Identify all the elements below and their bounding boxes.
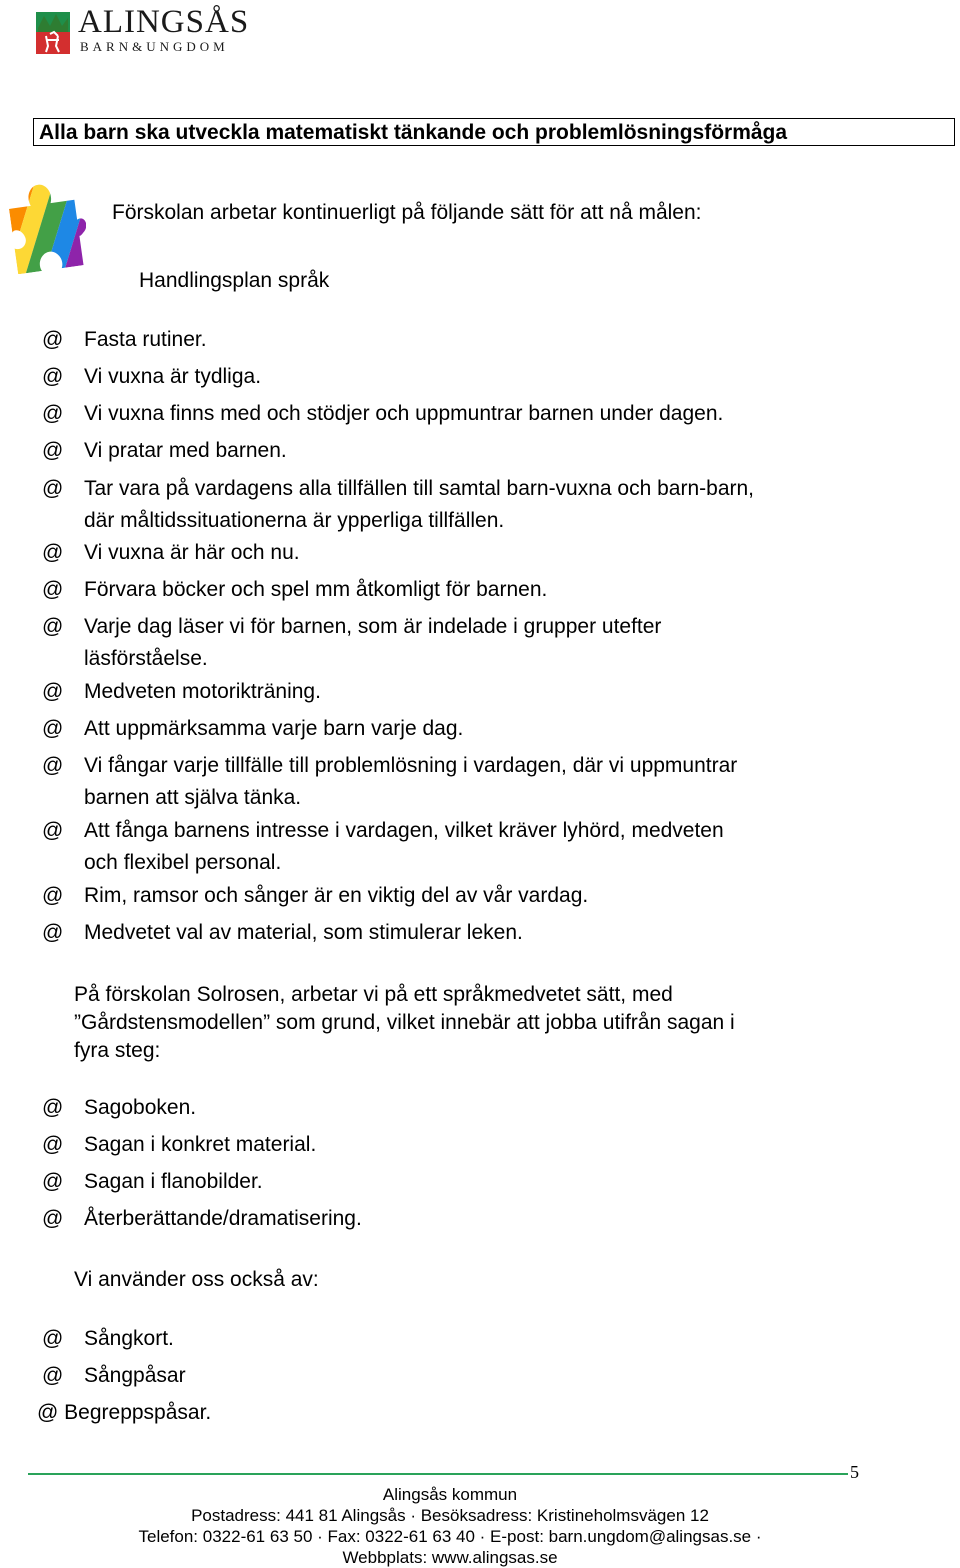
list-item-line: Vi vuxna är här och nu. [84, 541, 300, 564]
list-item-text [84, 1360, 884, 1392]
list-item-line: där måltidssituationerna är ypperliga tillfällen. [84, 509, 505, 532]
bullet-symbol: @ [42, 541, 64, 564]
list-item-text [84, 324, 884, 356]
method-paragraph [74, 981, 874, 1065]
intro-text: Förskolan arbetar kontinuerligt på följande sätt för att nå målen: [112, 201, 702, 224]
bullet-symbol: @ [42, 615, 64, 638]
list-item-line: Sagan i flanobilder. [84, 1170, 263, 1193]
footer-org: Alingsås kommun [382, 1485, 518, 1504]
footer-web: Webbplats: www.alingsas.se [342, 1548, 558, 1567]
list-item-text [84, 611, 884, 675]
bullet-symbol: @ [42, 680, 64, 703]
list-item-text [84, 1323, 884, 1355]
bullet-symbol: @ [42, 328, 64, 351]
bullet-symbol: @ [42, 1096, 64, 1119]
page-title: Alla barn ska utveckla matematiskt tänkande och problemlösningsförmåga [39, 121, 788, 144]
list-item-line: Sagan i konkret material. [84, 1133, 317, 1156]
bullet-symbol: @ [42, 884, 64, 907]
list-item-text [84, 1129, 884, 1161]
list-item-text [84, 713, 884, 745]
bullet-symbol: @ [42, 477, 64, 500]
logo-name: ALINGSÅS [78, 4, 250, 40]
bullet-symbol: @ [42, 1170, 64, 1193]
list-item-line: Att fånga barnens intresse i vardagen, vilket kräver lyhörd, medveten [84, 819, 724, 842]
list-item-text [84, 1092, 884, 1124]
list-item-text [84, 537, 884, 569]
bullet-symbol: @ [42, 921, 64, 944]
list-item-line: Medveten motorikträning. [84, 680, 321, 703]
list-item-line: Förvara böcker och spel mm åtkomligt för barnen. [84, 578, 548, 601]
list-item-line: Rim, ramsor och sånger är en viktig del av vår vardag. [84, 884, 589, 907]
list-item-line: Sångkort. [84, 1327, 174, 1350]
bullet-symbol: @ [42, 1133, 64, 1156]
list-item-line: Att uppmärksamma varje barn varje dag. [84, 717, 464, 740]
list-item-line: Sångpåsar [84, 1364, 186, 1387]
puzzle-piece-icon [6, 182, 86, 274]
list-item-line: Sagoboken. [84, 1096, 197, 1119]
bullet-symbol: @ [42, 439, 64, 462]
list-item-text [84, 398, 884, 430]
list-item-line: läsförståelse. [84, 647, 208, 670]
bullet-symbol: @ [42, 1327, 64, 1350]
list-item-line: Återberättande/dramatisering. [84, 1207, 362, 1230]
list-item-text [84, 750, 884, 814]
bullet-symbol: @ [42, 819, 64, 842]
list-item-text [84, 361, 884, 393]
list-item-line: Fasta rutiner. [84, 328, 207, 351]
also-heading: Vi använder oss också av: [74, 1268, 319, 1291]
page-number: 5 [850, 1462, 859, 1482]
footer-contact: Telefon: 0322-61 63 50 · Fax: 0322-61 63 40 · E-post: barn.ungdom@alingsas.se · [138, 1527, 762, 1546]
list-item-text [84, 1166, 884, 1198]
paragraph-line: fyra steg: [74, 1039, 161, 1062]
footer-address: Postadress: 441 81 Alingsås · Besöksadress: Kristineholmsvägen 12 [191, 1506, 709, 1525]
crest-icon [34, 10, 72, 56]
list-item-line: Tar vara på vardagens alla tillfällen till samtal barn-vuxna och barn-barn, [84, 477, 755, 500]
bullet-symbol: @ [42, 717, 64, 740]
title-box [33, 118, 955, 146]
list-item-line: Varje dag läser vi för barnen, som är indelade i grupper utefter [84, 615, 662, 638]
bullet-symbol: @ [42, 402, 64, 425]
list-item-line: Vi vuxna finns med och stödjer och uppmuntrar barnen under dagen. [84, 402, 724, 425]
paragraph-line: ”Gårdstensmodellen” som grund, vilket innebär att jobba utifrån sagan i [74, 1011, 735, 1034]
list-item-line: Medvetet val av material, som stimulerar leken. [84, 921, 523, 944]
bullet-symbol: @ [42, 1207, 64, 1230]
list-item-text [84, 815, 884, 879]
logo-subtitle: BARN&UNGDOM [80, 39, 229, 54]
list-item: @ Begreppspåsar. [37, 1401, 212, 1424]
bullet-symbol: @ [42, 1364, 64, 1387]
alingsas-logo [34, 6, 274, 56]
list-item-line: barnen att själva tänka. [84, 786, 302, 809]
list-item-line: och flexibel personal. [84, 851, 282, 874]
list-item-text [84, 676, 884, 708]
subheading: Handlingsplan språk [139, 269, 330, 292]
list-item-text [84, 1203, 884, 1235]
paragraph-line: På förskolan Solrosen, arbetar vi på ett språkmedvetet sätt, med [74, 983, 673, 1006]
list-item-line: Vi pratar med barnen. [84, 439, 287, 462]
list-item-line: Vi fångar varje tillfälle till problemlösning i vardagen, där vi uppmuntrar [84, 754, 738, 777]
bullet-symbol: @ [42, 365, 64, 388]
list-item-text [84, 473, 884, 537]
list-item-text [84, 917, 884, 949]
footer-divider [28, 1473, 848, 1475]
bullet-symbol: @ [42, 754, 64, 777]
list-item-line: Vi vuxna är tydliga. [84, 365, 262, 388]
list-item-text [84, 880, 884, 912]
bullet-symbol: @ [42, 578, 64, 601]
list-item-text [84, 574, 884, 606]
list-item-text [84, 435, 884, 467]
